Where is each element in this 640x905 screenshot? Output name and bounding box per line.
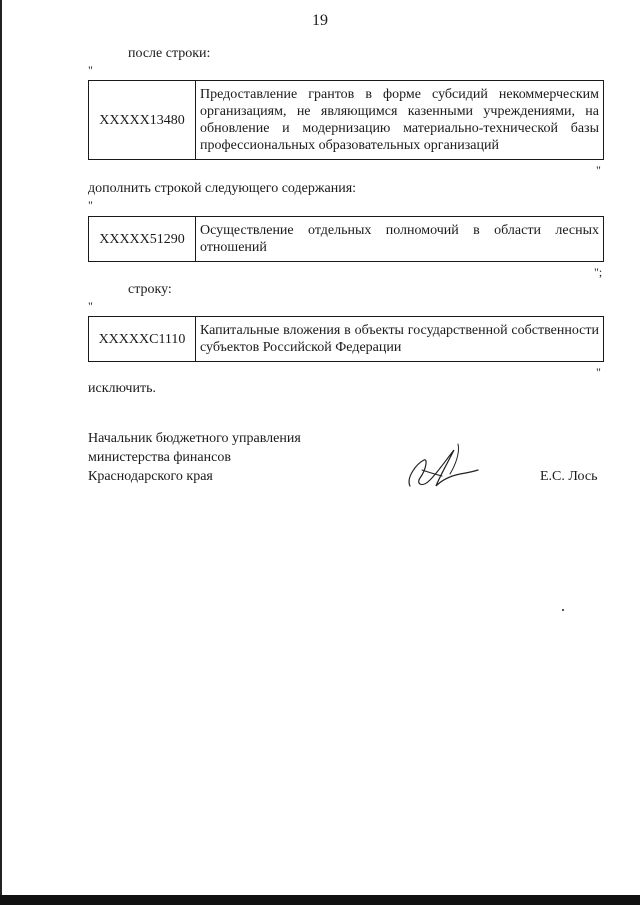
block-2-description: Осуществление отдельных полномочий в области лесных отношений [196,217,604,262]
block-1-open-quote: " [88,63,93,77]
block-2-code: XXXXX51290 [89,217,196,262]
block-3-code: XXXXXC1110 [89,317,196,362]
block-1-close-quote: " [596,163,601,177]
block-2-table [88,216,604,262]
handwritten-signature [402,440,482,500]
block-3-description: Капитальные вложения в объекты государственной собственности субъектов Российской Федерации [196,317,604,362]
block-1-code: XXXXX13480 [89,81,196,160]
block-3-table [88,316,604,362]
block-1-table [88,80,604,160]
block-3-close-quote: " [596,365,601,379]
signatory-name: Е.С. Лось [540,469,598,484]
block-2-intro: дополнить строкой следующего содержания: [88,181,357,196]
page-number: 19 [312,12,328,29]
table-row [89,217,604,262]
page-edge-bottom [0,895,640,905]
block-2-close-quote: "; [594,265,603,279]
block-1-description: Предоставление грантов в форме субсидий некоммерческим организациям, не являющимся казенными учреждениями, на обновление и модернизацию материально-технической базы профессиональных образовательных организаций [196,81,604,160]
closing-text: исключить. [88,381,156,396]
scan-speck [562,609,564,611]
block-1-intro: после строки: [128,46,211,61]
signatory-title-line-1: Начальник бюджетного управления [88,431,301,446]
table-row [89,81,604,160]
signatory-title-line-2: министерства финансов [88,450,231,465]
block-3-intro: строку: [128,282,172,297]
table-row [89,317,604,362]
page-edge-left [0,0,2,905]
block-2-open-quote: " [88,198,93,212]
block-3-open-quote: " [88,299,93,313]
signatory-title-line-3: Краснодарского края [88,469,213,484]
